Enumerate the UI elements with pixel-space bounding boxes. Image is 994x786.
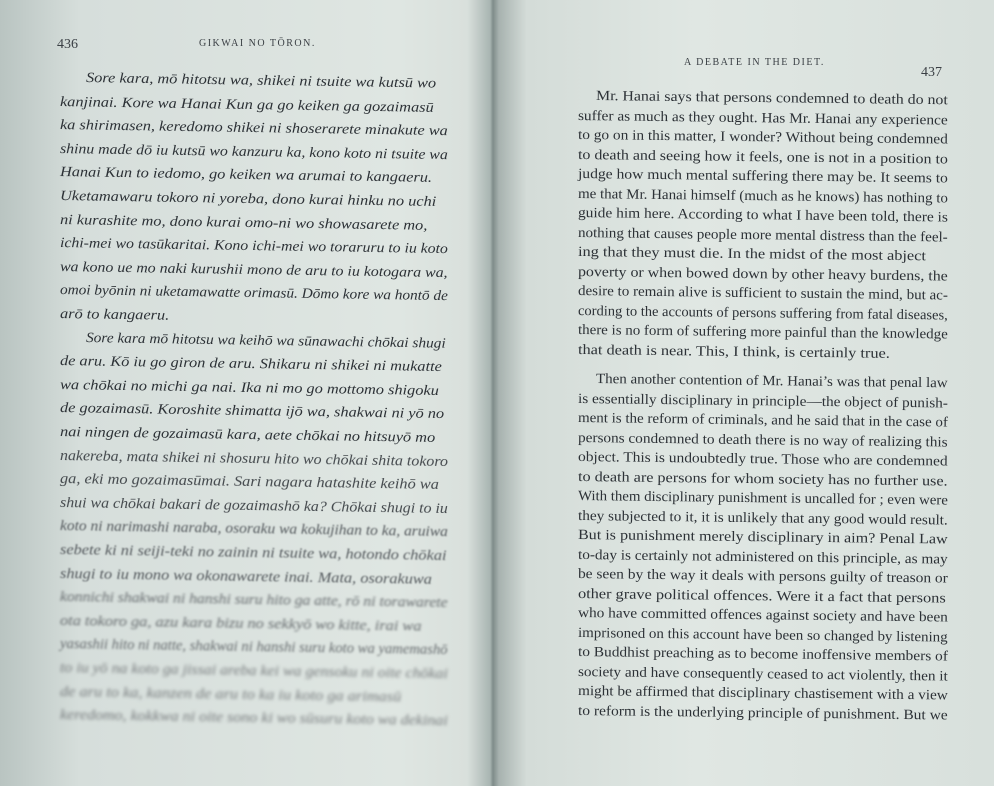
right-text-line: Mr. Hanai says that persons condemned to death do not — [595, 88, 948, 109]
left-text-line: shui wa chōkai bakari de gozaimashō ka? Chōkai shugi to iu — [59, 494, 448, 517]
left-text-line: Uketamawaru tokoro ni yoreba, dono kurai hinku no uchi — [59, 188, 437, 210]
right-running-head: A DEBATE IN THE DIET. — [684, 57, 825, 68]
left-text-line: nai ningen de gozaimasū kara, aete chōkai no hitsuyō mo — [59, 424, 436, 446]
right-text-line: be seen by the way it deals with persons guilty of treason or — [577, 566, 948, 587]
left-text-line: yasashii hito ni natte, shakwai ni hanshi suru koto wa yamemashō — [59, 636, 448, 659]
left-page-number: 436 — [57, 37, 78, 52]
left-page — [0, 0, 488, 786]
left-text-line: konnichi shakwai ni hanshi suru hito ga atte, rō ni torawarete — [59, 589, 448, 612]
left-text-line: Hanai Kun to iedomo, go keiken wa arumai to kangaeru. — [59, 164, 433, 187]
left-text-line: ota tokoro ga, azu kara bizu no sekkyō wo kitte, irai wa — [59, 612, 422, 635]
left-text-line: kanjinai. Kore wa Hanai Kun ga go keiken ga gozaimasū — [59, 93, 434, 116]
right-text-line: nothing that causes people more mental distress than the feel- — [577, 224, 948, 246]
right-page — [492, 0, 994, 786]
left-text-line: wa kono ue mo naki kurushii mono de aru to iu kotogara wa, — [59, 258, 448, 281]
right-text-line: judge how much mental suffering there may be. It seems to — [577, 166, 949, 187]
right-text-line: who have committed offences against society and have been — [577, 605, 948, 626]
left-text-line: ga, eki mo gozaimasūmai. Sari nagara hatashite keihō wa — [59, 471, 439, 494]
right-text-line: other grave political offences. Were it a fact that persons — [577, 585, 946, 606]
right-page-number: 437 — [921, 65, 942, 80]
left-text-line: ka shirimasen, keredomo shikei ni shoserarete minakute wa — [59, 117, 448, 140]
right-text-line: might be affirmed that disciplinary chastisement with a view — [577, 683, 948, 704]
left-text-line: ni kurashite mo, dono kurai omo-ni wo showasarete mo, — [59, 211, 428, 234]
left-text-line: Sore kara mō hitotsu wa keihō wa sūnawachi chōkai shugi — [85, 329, 446, 352]
right-text-line: Then another contention of Mr. Hanai’s was that penal law — [595, 371, 948, 392]
right-text-line: poverty or when bowed down by other heavy burdens, the — [577, 263, 948, 285]
left-text-line: shugi to iu mono wa okonawarete inai. Mata, osorakuwa — [59, 565, 433, 588]
right-text-line: there is no form of suffering more painful than the knowledge — [577, 322, 948, 343]
right-text-line: to Buddhist preaching as to become inoffensive members of — [577, 644, 949, 665]
right-text-line: ing that they must die. In the midst of the most abject — [577, 244, 927, 265]
left-text-line: de aru. Kō iu go giron de aru. Shikaru ni shikei ni mukatte — [59, 353, 442, 376]
right-text-line: object. This is undoubtedly true. Those who are condemned — [577, 449, 948, 470]
right-text-line: is essentially disciplinary in principle—the object of punish- — [577, 390, 949, 412]
right-text-line: society and have consequently ceased to act violently, then it — [577, 663, 948, 685]
left-text-line: to iu yō na koto ga jissai areba kei wa gensoku ni oite chōkai — [59, 660, 448, 683]
left-text-line: de gozaimasū. Koroshite shimatta ijō wa, shakwai ni yō no — [59, 400, 445, 423]
right-text-line: to-day is certainly not administered on this principle, as may — [577, 546, 948, 568]
right-text-line: ment is the reform of criminals, and he said that in the case of — [577, 410, 949, 431]
right-text-line: With them disciplinary punishment is uncalled for ; even were — [577, 488, 948, 509]
left-text-line: ichi-mei wo tasūkaritai. Kono ichi-mei wo toraruru to iu koto — [59, 235, 448, 258]
right-text-line: to death and seeing how it feels, one is not in a position to — [577, 146, 949, 168]
left-text-line: arō to kangaeru. — [59, 306, 170, 324]
right-text-line: desire to remain alive is sufficient to sustain the mind, but ac- — [577, 283, 948, 304]
right-text-line: But is punishment merely disciplinary in aim? Penal Law — [577, 527, 948, 548]
right-text-line: guide him here. According to what I have been told, there is — [577, 205, 949, 226]
left-text-line: shinu made dō iu kutsū wo kanzuru ka, kono koto ni tsuite wa — [59, 140, 448, 163]
left-text-line: omoi byōnin ni uketamawatte orimasū. Dōmo kore wa hontō de — [59, 282, 448, 305]
right-text-line: imprisoned on this account have been so changed by listening — [577, 624, 948, 646]
right-text-line: me that Mr. Hanai himself (much as he knows) has nothing to — [577, 185, 949, 207]
right-text-line: to go on in this matter, I wonder? Without being condemned — [577, 127, 948, 148]
left-running-head: GIKWAI NO TŌRON. — [199, 38, 316, 49]
left-text-line: de aru to ka, kanzen de aru to ka iu koto ga arimasū — [59, 683, 402, 705]
right-text-line: they subjected to it, it is unlikely that any good would result. — [577, 507, 948, 529]
right-text-line: to death are persons for whom society has no further use. — [577, 468, 948, 490]
left-text-line: sebete ki ni seiji-teki no zainin ni tsuite wa, hotondo chōkai — [59, 542, 447, 565]
left-text-line: Sore kara, mō hitotsu wa, shikei ni tsuite wa kutsū wo — [85, 70, 437, 92]
left-text-line: keredomo, kokkwa ni oite sono ki wo sūsuru koto wa dekinai — [59, 707, 448, 730]
right-text-line: persons condemned to death there is no way of realizing this — [577, 429, 948, 451]
left-text-line: koto ni narimashi naraba, osoraku wa kokujihan to ka, aruiwa — [59, 518, 448, 541]
left-text-line: wa chōkai no michi ga nai. Ika ni mo go mottomo shigoku — [59, 376, 439, 399]
left-text-line: nakereba, mata shikei ni shosuru hito wo chōkai shita tokoro — [59, 447, 448, 470]
right-text-line: cording to the accounts of persons suffering from fatal diseases, — [577, 302, 948, 324]
right-text-line: to reform is the underlying principle of punishment. But we — [577, 702, 948, 724]
right-text-line: that death is near. This, I think, is certainly true. — [577, 341, 890, 362]
right-text-line: suffer as much as they ought. Has Mr. Hanai any experience — [577, 107, 948, 129]
